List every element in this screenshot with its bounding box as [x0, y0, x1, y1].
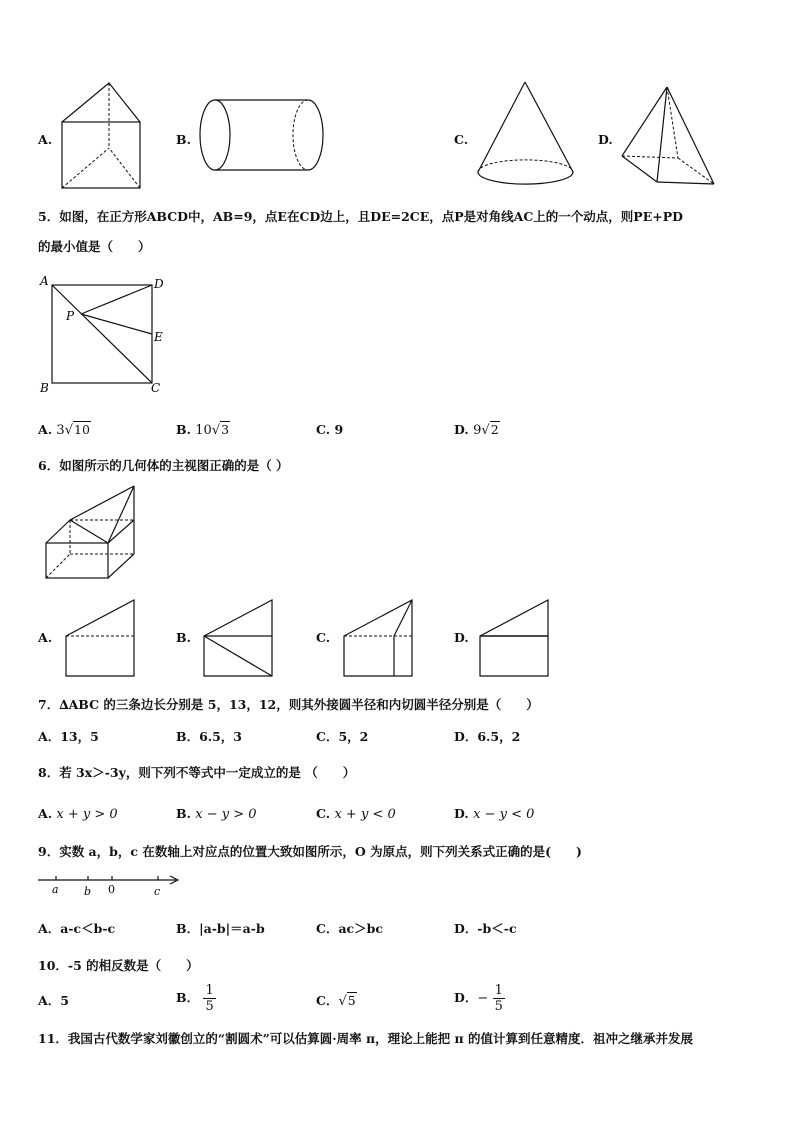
- q8-option-c: C. x + y < 0: [316, 806, 396, 822]
- q9-axis-label-a: a: [52, 883, 59, 896]
- q7-option-d: D．6.5，2: [454, 729, 521, 744]
- q9-option-c: C．ac＞bc: [316, 921, 384, 936]
- q10-option-a: A．5: [38, 993, 69, 1008]
- q5-label-a: A: [40, 274, 49, 288]
- q5-option-b: B. 10√3: [176, 422, 230, 438]
- q6-option-d-label: D.: [454, 630, 469, 645]
- q5-label-c: C: [151, 381, 161, 395]
- q6-solid-figure: [44, 484, 140, 582]
- q10-option-b-fraction: $\frac{1}{5}$: [205, 983, 214, 1014]
- q8-option-d: D. x − y < 0: [454, 806, 535, 822]
- q6-option-c-label: C.: [316, 630, 331, 645]
- q5-label-d: D: [154, 277, 164, 291]
- q9-number-line-figure: [36, 870, 184, 898]
- q5-text-line1: 5．如图，在正方形ABCD中，AB=9，点E在CD边上，且DE=2CE，点P是对角线AC上的一个动点，则PE+PD: [38, 209, 683, 224]
- q4-option-b-cylinder-figure: [198, 98, 328, 174]
- q4-option-a-prism-figure: [60, 80, 142, 190]
- q4-option-d-label: D.: [598, 132, 613, 147]
- q5-option-c: C. 9: [316, 422, 344, 437]
- q9-option-d: D．-b＜-c: [454, 921, 517, 936]
- q7-option-c: C．5，2: [316, 729, 369, 744]
- q7-option-b: B．6.5，3: [176, 729, 243, 744]
- q7-option-a: A．13，5: [38, 729, 99, 744]
- q5-option-d: D. 9√2: [454, 422, 499, 438]
- q9-axis-label-origin: 0: [108, 883, 115, 896]
- q10-option-d-fraction: $\frac{1}{5}$: [494, 983, 503, 1014]
- q4-option-a-label: A.: [38, 132, 53, 147]
- q9-option-a: A．a-c＜b-c: [38, 921, 116, 936]
- q5-label-p: P: [66, 309, 75, 323]
- q6-option-b-label: B.: [176, 630, 191, 645]
- q7-text: 7．∆ABC 的三条边长分别是 5，13，12，则其外接圆半径和内切圆半径分别是（ ）: [38, 697, 539, 712]
- q9-axis-label-c: c: [154, 885, 161, 898]
- q10-option-d: D．− $\frac{1}{5}$: [454, 983, 503, 1014]
- q6-option-c-figure: [342, 598, 414, 678]
- q4-option-c-cone-figure: [474, 80, 578, 190]
- q5-text-line2: 的最小值是（ ）: [38, 239, 151, 254]
- q6-option-a-label: A.: [38, 630, 53, 645]
- q6-option-a-figure: [64, 598, 136, 678]
- q6-option-d-figure: [478, 598, 550, 678]
- q5-label-b: B: [40, 381, 49, 395]
- q8-option-a: A. x + y > 0: [38, 806, 118, 822]
- q6-text: 6．如图所示的几何体的主视图正确的是（ ）: [38, 458, 289, 473]
- q6-option-b-figure: [202, 598, 274, 678]
- q4-option-d-pyramid-figure: [620, 84, 720, 190]
- q5-square-figure: [36, 272, 176, 396]
- q10-option-c: C．√5: [316, 993, 356, 1009]
- q9-option-b: B．|a-b|＝a-b: [176, 921, 265, 936]
- q9-axis-label-b: b: [84, 885, 92, 898]
- q4-option-c-label: C.: [454, 132, 469, 147]
- q4-option-b-label: B.: [176, 132, 191, 147]
- q8-option-b: B. x − y > 0: [176, 806, 257, 822]
- q5-label-e: E: [154, 330, 163, 344]
- q11-text: 11．我国古代数学家刘徽创立的“割圆术”可以估算圆·周率 π，理论上能把 π 的值计算到任意精度．祖冲之继承并发展: [38, 1031, 693, 1046]
- q10-text: 10．-5 的相反数是（ ）: [38, 958, 199, 973]
- q9-text: 9．实数 a，b，c 在数轴上对应点的位置大致如图所示，O 为原点，则下列关系式正确的是( ): [38, 844, 582, 859]
- q10-option-b: B． $\frac{1}{5}$: [176, 983, 214, 1014]
- q5-option-a: A. 3√10: [38, 422, 90, 438]
- q8-text: 8．若 3x＞-3y，则下列不等式中一定成立的是 （ ）: [38, 765, 356, 780]
